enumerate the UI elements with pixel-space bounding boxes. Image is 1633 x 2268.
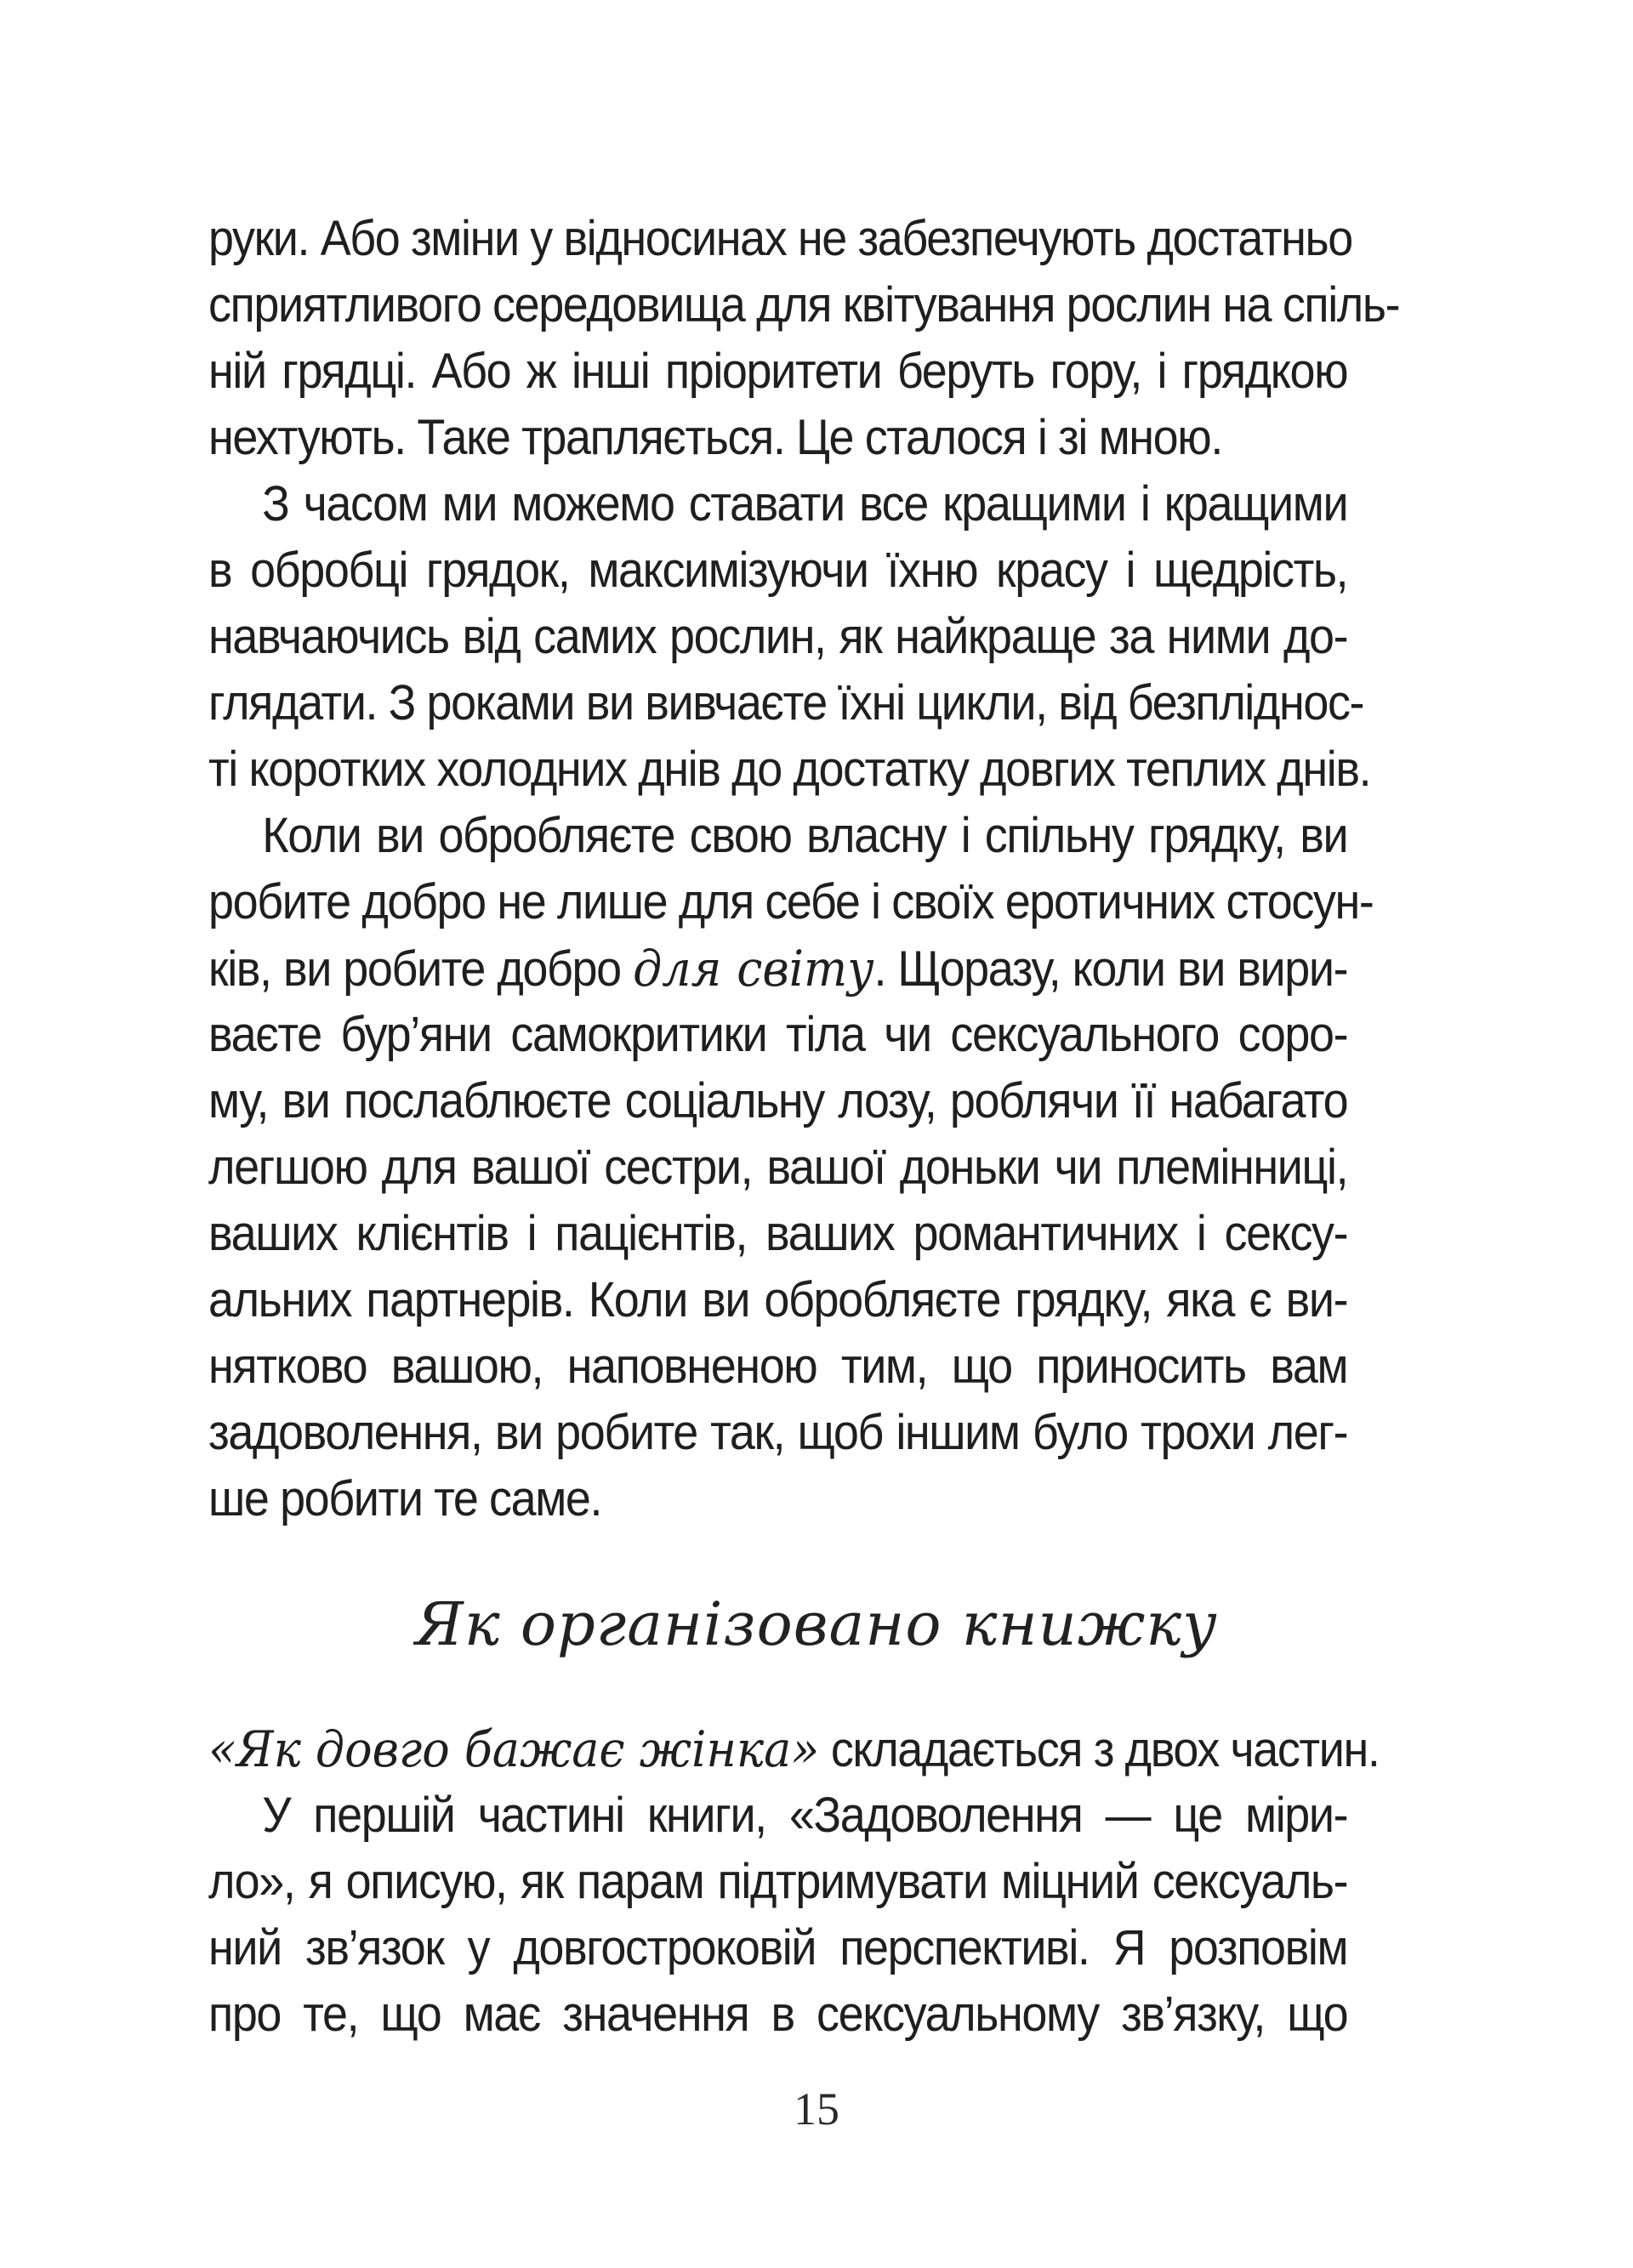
page-number: 15 bbox=[794, 2083, 839, 2134]
text-segment: ків, ви робите добро bbox=[208, 941, 634, 997]
text-line: Коли ви обробляєте свою власну і спільну грядку, ви bbox=[262, 808, 1348, 863]
text-line: нехтують. Таке трапляється. Це сталося і зі мною. bbox=[208, 410, 1222, 465]
text-line: руки. Або зміни у відносинах не забезпечують достатньо bbox=[208, 211, 1352, 266]
text-line: нятково вашою, наповненою тим, що приносить вам bbox=[208, 1339, 1348, 1394]
text-line: ше робити те саме. bbox=[208, 1471, 602, 1526]
text-line: ваших клієнтів і пацієнтів, ваших романтичних і сексу- bbox=[208, 1206, 1348, 1261]
text-line: му, ви послаблюєте соціальну лозу, роблячи її набагато bbox=[208, 1073, 1348, 1128]
text-line: ній грядці. Або ж інші пріоритети беруть гору, і грядкою bbox=[208, 344, 1348, 399]
text-line: навчаючись від самих рослин, як найкраще за ними до- bbox=[208, 609, 1348, 664]
text-line: альних партнерів. Коли ви обробляєте грядку, яка є ви- bbox=[208, 1272, 1348, 1327]
text-line: про те, що має значення в сексуальному зв’язку, що bbox=[208, 1987, 1348, 2042]
text-line: в обробці грядок, максимізуючи їхню красу і щедрість, bbox=[208, 543, 1348, 598]
emphasis-text: для світу bbox=[633, 940, 874, 998]
text-line: З часом ми можемо ставати все кращими і кращими bbox=[262, 476, 1348, 531]
book-title-emphasis: «Як довго бажає жінка» bbox=[208, 1720, 820, 1778]
paragraph-1 bbox=[208, 206, 1400, 471]
text-line: ваєте бур’яни самокритики тіла чи сексуального соро- bbox=[208, 1007, 1348, 1062]
text-line: У першій частині книги, «Задоволення — це міри- bbox=[262, 1788, 1348, 1843]
text-segment: . Щоразу, коли ви вири- bbox=[873, 941, 1348, 997]
section-heading: Як організовано книжку bbox=[415, 1589, 1218, 1659]
paragraph-2 bbox=[208, 471, 1371, 803]
text-line: сприятливого середовища для квітування рослин на спіль- bbox=[208, 277, 1400, 333]
text-line: ний зв’язок у довгостроковій перспективі. Я розповім bbox=[208, 1920, 1348, 1975]
text-line: робите добро не лише для себе і своїх еротичних стосун- bbox=[208, 874, 1374, 929]
text-line-with-emphasis bbox=[208, 1716, 1380, 1782]
text-line: ті коротких холодних днів до достатку довгих теплих днів. bbox=[208, 742, 1371, 797]
text-line: глядати. З роками ви вивчаєте їхні цикли, від безпліднос- bbox=[208, 675, 1364, 730]
section-paragraph bbox=[208, 1716, 1380, 2048]
text-line: легшою для вашої сестри, вашої доньки чи племінниці, bbox=[208, 1140, 1348, 1195]
text-line-with-emphasis bbox=[208, 935, 1347, 1002]
text-segment: складається з двох частин. bbox=[819, 1722, 1380, 1777]
text-line: ло», я описую, як парам підтримувати міцний сексуаль- bbox=[208, 1854, 1348, 1909]
text-line: задоволення, ви робите так, щоб іншим було трохи лег- bbox=[208, 1405, 1348, 1460]
paragraph-3 bbox=[208, 803, 1374, 1532]
